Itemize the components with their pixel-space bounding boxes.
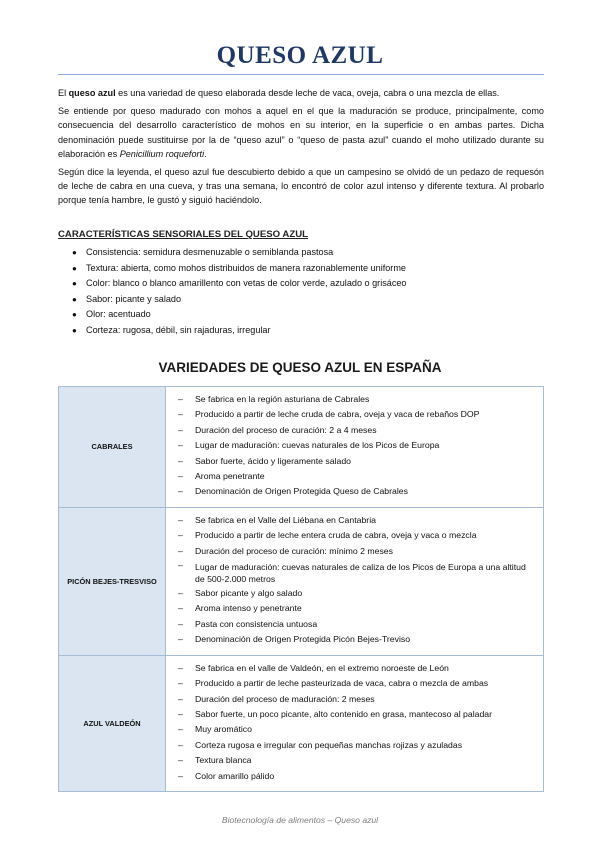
list-item-text: Sabor picante y algo salado <box>195 588 303 599</box>
variety-details <box>166 507 544 655</box>
sensory-heading: CARACTERÍSTICAS SENSORIALES DEL QUESO AZUL <box>58 229 308 240</box>
list-item <box>178 601 537 616</box>
list-item <box>178 738 537 753</box>
list-item <box>58 307 544 323</box>
list-item <box>178 528 537 543</box>
list-item <box>178 722 537 737</box>
list-item-text: Sabor fuerte, un poco picante, alto contenido en grasa, mantecoso al paladar <box>195 708 493 719</box>
intro-paragraph-1 <box>58 86 544 100</box>
list-item <box>178 484 537 499</box>
dash-icon: – <box>178 693 183 704</box>
dash-icon: – <box>178 471 183 482</box>
dash-icon: – <box>178 724 183 735</box>
list-item-text: Duración del proceso de curación: mínimo 2 meses <box>195 545 393 556</box>
bullet-icon: ● <box>72 310 77 319</box>
intro-p2-italic: Penicillium roqueforti <box>119 148 205 159</box>
list-item <box>178 753 537 768</box>
dash-icon: – <box>178 409 183 420</box>
list-item-text: Se fabrica en el Valle del Liébana en Cantabria <box>195 514 376 525</box>
list-item-text: Color: blanco o blanco amarillento con vetas de color verde, azulado o grisáceo <box>86 278 407 288</box>
list-item <box>178 544 537 559</box>
dash-icon: – <box>178 455 183 466</box>
variety-name: AZUL VALDEÓN <box>59 655 166 791</box>
list-item <box>58 292 544 308</box>
list-item-text: Sabor: picante y salado <box>86 293 182 304</box>
list-item <box>178 617 537 632</box>
list-item-text: Textura blanca <box>195 755 252 766</box>
list-item <box>178 586 537 601</box>
varieties-table <box>58 386 544 792</box>
variety-details <box>166 387 544 508</box>
dash-icon: – <box>178 739 183 750</box>
page-footer: Biotecnología de alimentos – Queso azul <box>221 815 379 825</box>
dash-icon: – <box>178 486 183 497</box>
list-item-text: Corteza: rugosa, débil, sin rajaduras, irregular <box>86 324 271 335</box>
dash-icon: – <box>178 678 183 689</box>
intro-p1-bold: queso azul <box>68 88 116 98</box>
dash-icon: – <box>178 618 183 629</box>
list-item <box>178 454 537 469</box>
bullet-icon: ● <box>72 248 77 257</box>
list-item <box>58 276 544 292</box>
intro-p2-end: . <box>204 148 207 159</box>
list-item-text: Muy aromático <box>195 724 252 735</box>
list-item-text: Corteza rugosa e irregular con pequeñas manchas rojizas y azuladas <box>195 739 463 750</box>
dash-icon: – <box>178 588 183 599</box>
intro-text <box>58 86 544 212</box>
bullet-icon: ● <box>72 325 77 335</box>
dash-icon: – <box>178 560 183 571</box>
list-item-text: Sabor fuerte, ácido y ligeramente salado <box>195 455 351 466</box>
sensory-list <box>58 245 544 338</box>
list-item <box>58 245 544 261</box>
list-item-text: Aroma intenso y penetrante <box>195 603 302 614</box>
list-item <box>178 632 537 647</box>
variety-name: CABRALES <box>59 387 166 508</box>
dash-icon: – <box>178 424 183 435</box>
intro-p1-start: El <box>58 88 69 98</box>
table-row <box>59 507 544 655</box>
list-item <box>178 469 537 484</box>
list-item <box>178 392 537 407</box>
list-item-text: Se fabrica en la región asturiana de Cabrales <box>195 394 370 404</box>
dash-icon: – <box>178 545 183 556</box>
dash-icon: – <box>178 514 183 525</box>
bullet-icon: ● <box>72 294 77 304</box>
table-row <box>59 387 544 508</box>
list-item-text: Color amarillo pálido <box>195 770 275 781</box>
dash-icon: – <box>178 755 183 766</box>
list-item-text: Lugar de maduración: cuevas naturales de caliza de los Picos de Europa a una altitud de 500-2.000 metros <box>195 562 526 585</box>
list-item-text: Producido a partir de leche cruda de cabra, oveja y vaca de rebaños DOP <box>195 409 480 420</box>
list-item <box>58 261 544 277</box>
intro-p1-end: es una variedad de queso elaborada desde leche de vaca, oveja, cabra o una mezcla de ellas. <box>115 88 500 98</box>
varieties-heading: VARIEDADES DE QUESO AZUL EN ESPAÑA <box>158 360 442 375</box>
intro-p2-start: Se entiende por queso madurado con mohos a aquel en el que la maduración se produce, principalmente, como consecuencia del desarrollo característico de mohos en su interior, en la superficie o en ambas partes. Dicha denominación puede sustituirse por la de “queso azul” o “queso de pasta azul” cuando el moho utilizado durante su elaboración es <box>58 106 544 159</box>
list-item <box>178 676 537 691</box>
page-title: QUESO AZUL <box>216 42 384 69</box>
dash-icon: – <box>178 708 183 719</box>
list-item-text: Lugar de maduración: cuevas naturales de los Picos de Europa <box>195 440 440 451</box>
list-item <box>178 423 537 438</box>
dash-icon: – <box>178 530 183 541</box>
title-divider <box>58 74 544 75</box>
list-item <box>178 407 537 422</box>
list-item <box>58 323 544 339</box>
list-item-text: Pasta con consistencia untuosa <box>195 618 318 629</box>
list-item-text: Duración del proceso de curación: 2 a 4 meses <box>195 424 377 435</box>
list-item-text: Producido a partir de leche pasteurizada de vaca, cabra o mezcla de ambas <box>195 678 489 689</box>
list-item <box>178 707 537 722</box>
dash-icon: – <box>178 770 183 781</box>
variety-details <box>166 655 544 791</box>
list-item-text: Textura: abierta, como mohos distribuidos de manera razonablemente uniforme <box>86 262 406 273</box>
list-item-text: Aroma penetrante <box>195 471 265 482</box>
list-item <box>178 438 537 453</box>
list-item-text: Denominación de Origen Protegida Picón Bejes-Treviso <box>195 634 411 645</box>
list-item-text: Consistencia: semidura desmenuzable o semiblanda pastosa <box>86 247 334 257</box>
intro-paragraph-2 <box>58 104 544 161</box>
list-item-text: Olor: acentuado <box>86 309 151 319</box>
list-item-text: Duración del proceso de maduración: 2 meses <box>195 693 375 704</box>
list-item <box>178 769 537 784</box>
table-row <box>59 655 544 791</box>
list-item <box>178 661 537 676</box>
list-item <box>178 559 537 586</box>
dash-icon: – <box>178 634 183 645</box>
list-item <box>178 513 537 528</box>
list-item-text: Denominación de Origen Protegida Queso de Cabrales <box>195 486 408 497</box>
list-item-text: Se fabrica en el valle de Valdeón, en el extremo noroeste de León <box>195 662 449 673</box>
variety-name: PICÓN BEJES-TRESVISO <box>59 507 166 655</box>
intro-paragraph-3: Según dice la leyenda, el queso azul fue descubierto debido a que un campesino se olvidó de un pedazo de requesón de leche de cabra en una cueva, y tras una semana, lo encontró de color azul intenso y diferente textura. Al probarlo porque tenía hambre, le gustó y siguió haciéndolo. <box>58 167 544 206</box>
dash-icon: – <box>178 394 183 404</box>
bullet-icon: ● <box>72 263 77 273</box>
list-item-text: Producido a partir de leche entera cruda de cabra, oveja y vaca o mezcla <box>195 530 477 541</box>
dash-icon: – <box>178 662 183 673</box>
dash-icon: – <box>178 440 183 451</box>
list-item <box>178 692 537 707</box>
dash-icon: – <box>178 603 183 614</box>
bullet-icon: ● <box>72 279 77 288</box>
